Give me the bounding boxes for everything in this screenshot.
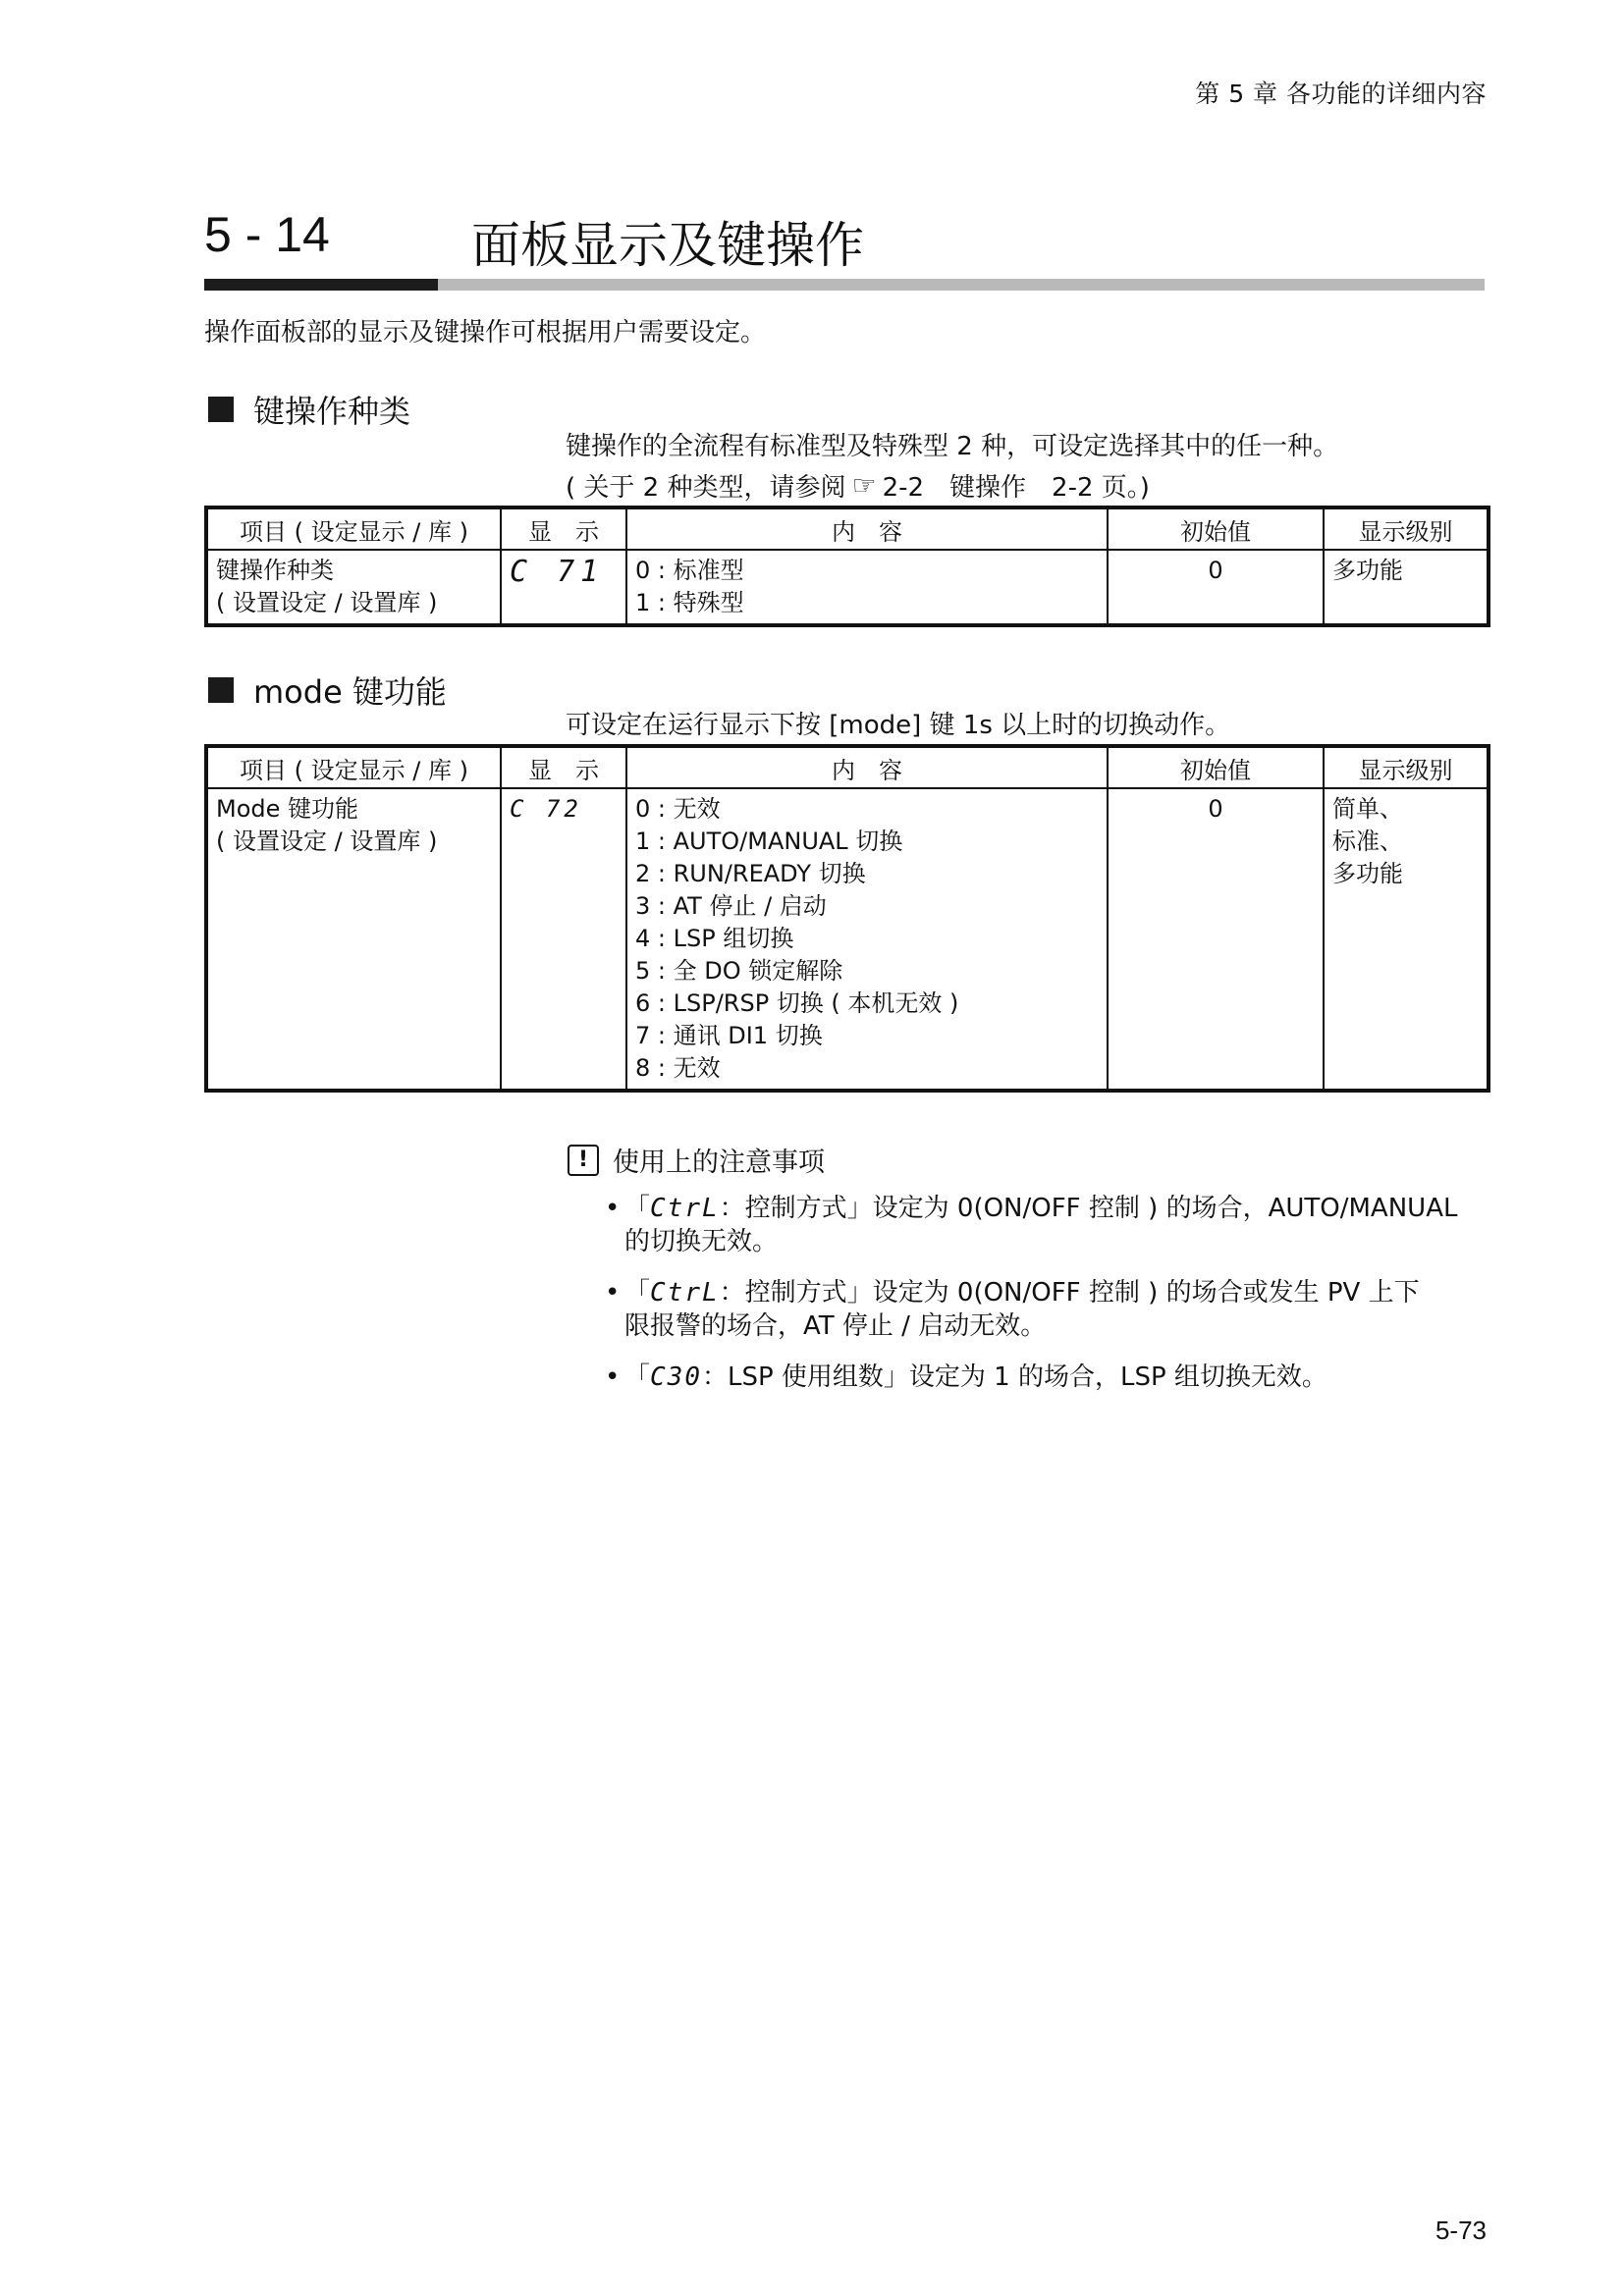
- content-cell: [626, 550, 1108, 625]
- content-option: 5 : 全 DO 锁定解除: [635, 957, 843, 985]
- table-header-row: [206, 507, 1489, 550]
- level-cell: 多功能: [1324, 550, 1489, 625]
- open-quote: 「: [624, 1362, 651, 1392]
- caution-note: [605, 1192, 1489, 1258]
- key-type-table: [204, 506, 1490, 627]
- content-option: 3 : AT 停止 / 启动: [635, 892, 827, 920]
- segment-display-code: C 72: [510, 795, 582, 823]
- caution-note: [605, 1361, 1489, 1394]
- level-item: 简单、: [1332, 795, 1403, 823]
- section-number: 5 - 14: [204, 207, 330, 262]
- initial-cell: 0: [1108, 788, 1324, 1091]
- content-option: 1 : 特殊型: [635, 589, 744, 616]
- segment-display-code: C 71: [510, 555, 605, 589]
- pointing-hand-icon: ☞: [851, 469, 877, 502]
- col-header-content: 内 容: [626, 507, 1108, 550]
- content-option: 0 : 无效: [635, 795, 721, 823]
- table-row: [206, 550, 1489, 625]
- title-rule-light: [438, 279, 1485, 291]
- note-text: ：LSP 使用组数」设定为 1 的场合，LSP 组切换无效。: [701, 1362, 1327, 1392]
- bullet-icon: •: [605, 1194, 621, 1223]
- col-header-display: 显 示: [501, 746, 626, 788]
- key-type-desc-2: [566, 467, 1150, 504]
- content-option: 0 : 标准型: [635, 557, 744, 584]
- content-option: 1 : AUTO/MANUAL 切换: [635, 828, 903, 855]
- col-header-initial: 初始值: [1108, 507, 1324, 550]
- section-title: 面板显示及键操作: [471, 217, 864, 274]
- open-quote: 「: [624, 1194, 651, 1223]
- table-row: [206, 788, 1489, 1091]
- level-item: 标准、: [1332, 828, 1403, 855]
- bullet-icon: •: [605, 1278, 621, 1308]
- level-cell: [1324, 788, 1489, 1091]
- page-number: 5-73: [1435, 2216, 1487, 2245]
- col-header-initial: 初始值: [1108, 746, 1324, 788]
- col-header-item: 项目 ( 设定显示 / 库 ): [206, 746, 501, 788]
- initial-cell: 0: [1108, 550, 1324, 625]
- item-cell: [206, 788, 501, 1091]
- table-header-row: [206, 746, 1489, 788]
- note-text-cont: 的切换无效。: [624, 1227, 779, 1256]
- item-name: Mode 键功能: [216, 795, 359, 823]
- display-cell: [501, 550, 626, 625]
- exclamation-icon: !: [568, 1145, 599, 1176]
- note-text: ：控制方式」设定为 0(ON/OFF 控制 ) 的场合或发生 PV 上下: [719, 1278, 1420, 1308]
- content-option: 7 : 通讯 DI1 切换: [635, 1022, 823, 1049]
- content-option: 8 : 无效: [635, 1054, 721, 1082]
- col-header-item: 项目 ( 设定显示 / 库 ): [206, 507, 501, 550]
- key-type-desc-2-pre: ( 关于 2 种类型，请参阅: [566, 473, 846, 503]
- item-bank: ( 设置设定 / 设置库 ): [216, 828, 438, 855]
- caution-note: [605, 1276, 1489, 1343]
- note-code: C30: [650, 1362, 702, 1392]
- content-option: 6 : LSP/RSP 切换 ( 本机无效 ): [635, 989, 959, 1017]
- item-name: 键操作种类: [216, 557, 334, 584]
- col-header-level: 显示级别: [1324, 507, 1489, 550]
- title-rule-dark: [204, 279, 438, 291]
- content-option: 4 : LSP 组切换: [635, 925, 794, 952]
- note-text-cont: 限报警的场合，AT 停止 / 启动无效。: [624, 1311, 1047, 1341]
- key-type-heading-text: 键操作种类: [253, 393, 411, 430]
- mode-key-heading: [208, 667, 447, 713]
- caution-heading: [568, 1141, 825, 1179]
- note-code: CtrL: [650, 1278, 720, 1308]
- square-bullet-icon: [208, 677, 234, 703]
- intro-text: 操作面板部的显示及键操作可根据用户需要设定。: [204, 318, 767, 347]
- content-cell: [626, 788, 1108, 1091]
- item-bank: ( 设置设定 / 设置库 ): [216, 589, 438, 616]
- mode-key-table: [204, 744, 1490, 1093]
- note-text: ：控制方式」设定为 0(ON/OFF 控制 ) 的场合，AUTO/MANUAL: [719, 1194, 1458, 1223]
- item-cell: [206, 550, 501, 625]
- mode-key-heading-text: mode 键功能: [253, 673, 447, 711]
- square-bullet-icon: [208, 397, 234, 422]
- mode-key-desc: 可设定在运行显示下按 [mode] 键 1s 以上时的切换动作。: [566, 711, 1231, 740]
- key-type-desc-1: 键操作的全流程有标准型及特殊型 2 种，可设定选择其中的任一种。: [566, 432, 1339, 461]
- chapter-header: 第 5 章 各功能的详细内容: [1195, 80, 1487, 108]
- col-header-level: 显示级别: [1324, 746, 1489, 788]
- content-option: 2 : RUN/READY 切换: [635, 860, 866, 887]
- bullet-icon: •: [605, 1362, 621, 1392]
- note-code: CtrL: [650, 1194, 720, 1223]
- key-type-desc-2-post: 2-2 键操作 2-2 页。): [882, 473, 1150, 503]
- caution-title: 使用上的注意事项: [613, 1148, 825, 1178]
- key-type-heading: [208, 387, 410, 432]
- open-quote: 「: [624, 1278, 651, 1308]
- col-header-display: 显 示: [501, 507, 626, 550]
- col-header-content: 内 容: [626, 746, 1108, 788]
- level-item: 多功能: [1332, 860, 1403, 887]
- display-cell: [501, 788, 626, 1091]
